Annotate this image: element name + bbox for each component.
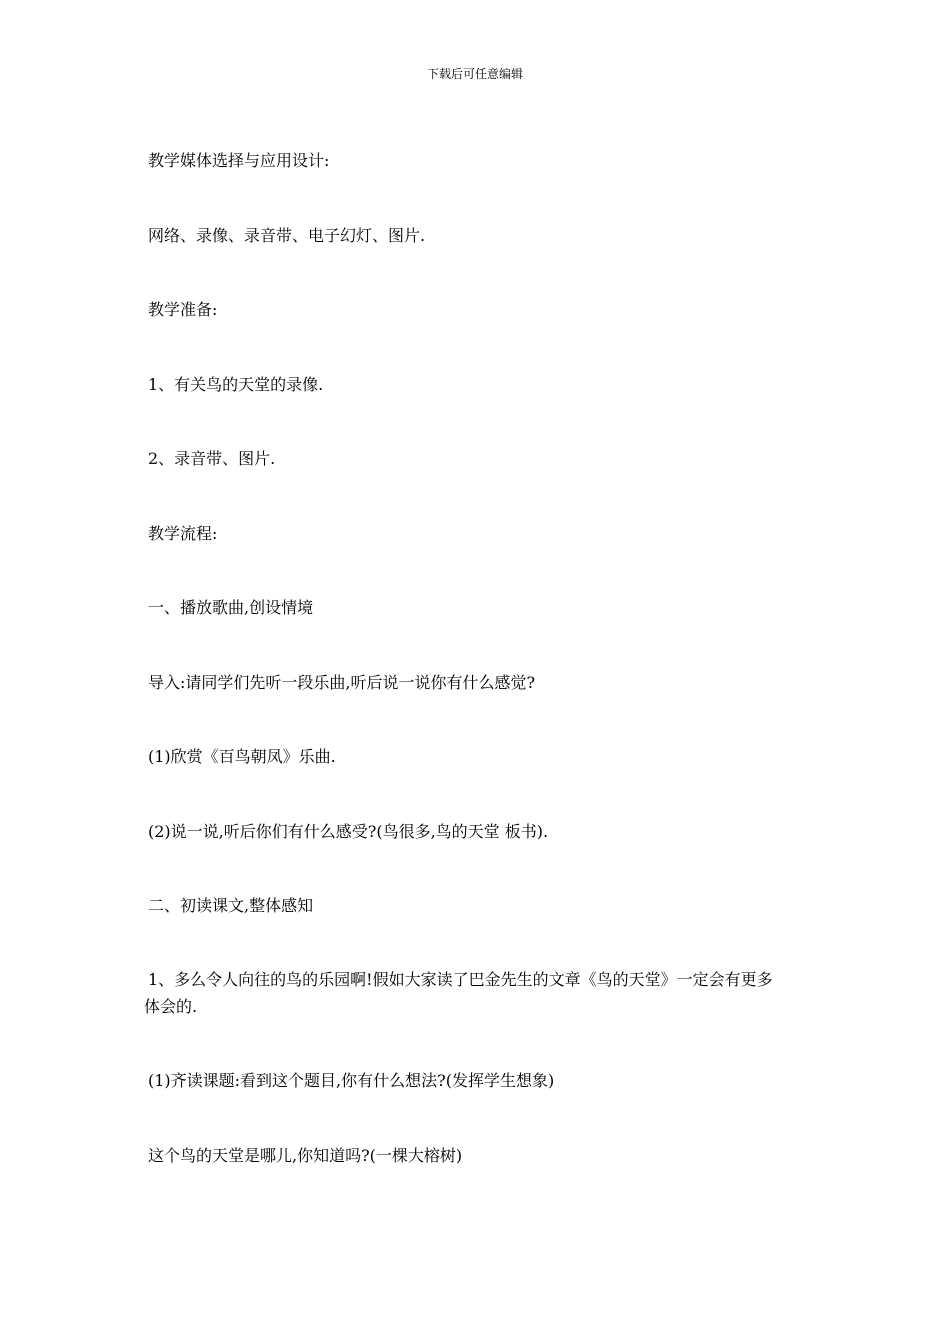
paragraph-item-1-1: (1)欣赏《百鸟朝凤》乐曲. xyxy=(148,747,336,766)
paragraph-item-1-2: (2)说一说,听后你们有什么感受?(鸟很多,鸟的天堂 板书). xyxy=(148,822,549,841)
paragraph-item-2-1: 1、多么令人向往的鸟的乐园啊!假如大家读了巴金先生的文章《鸟的天堂》一定会有更多 xyxy=(148,970,773,989)
paragraph-section-2: 二、初读课文,整体感知 xyxy=(148,896,314,915)
paragraph-media-heading: 教学媒体选择与应用设计: xyxy=(148,151,330,170)
paragraph-prep-item-2: 2、录音带、图片. xyxy=(148,449,276,468)
paragraph-prep-heading: 教学准备: xyxy=(148,300,218,319)
paragraph-section-1: 一、播放歌曲,创设情境 xyxy=(148,598,314,617)
paragraph-item-2-1-1: (1)齐读课题:看到这个题目,你有什么想法?(发挥学生想象) xyxy=(148,1071,555,1090)
paragraph-intro: 导入:请同学们先听一段乐曲,听后说一说你有什么感觉? xyxy=(148,673,536,692)
paragraph-flow-heading: 教学流程: xyxy=(148,524,218,543)
paragraph-media-list: 网络、录像、录音带、电子幻灯、图片. xyxy=(148,226,426,245)
paragraph-prep-item-1: 1、有关鸟的天堂的录像. xyxy=(148,375,324,394)
paragraph-item-2-1-cont: 体会的. xyxy=(144,997,198,1016)
page-header: 下载后可任意编辑 xyxy=(426,67,523,81)
paragraph-question: 这个鸟的天堂是哪儿,你知道吗?(一棵大榕树) xyxy=(148,1146,463,1165)
